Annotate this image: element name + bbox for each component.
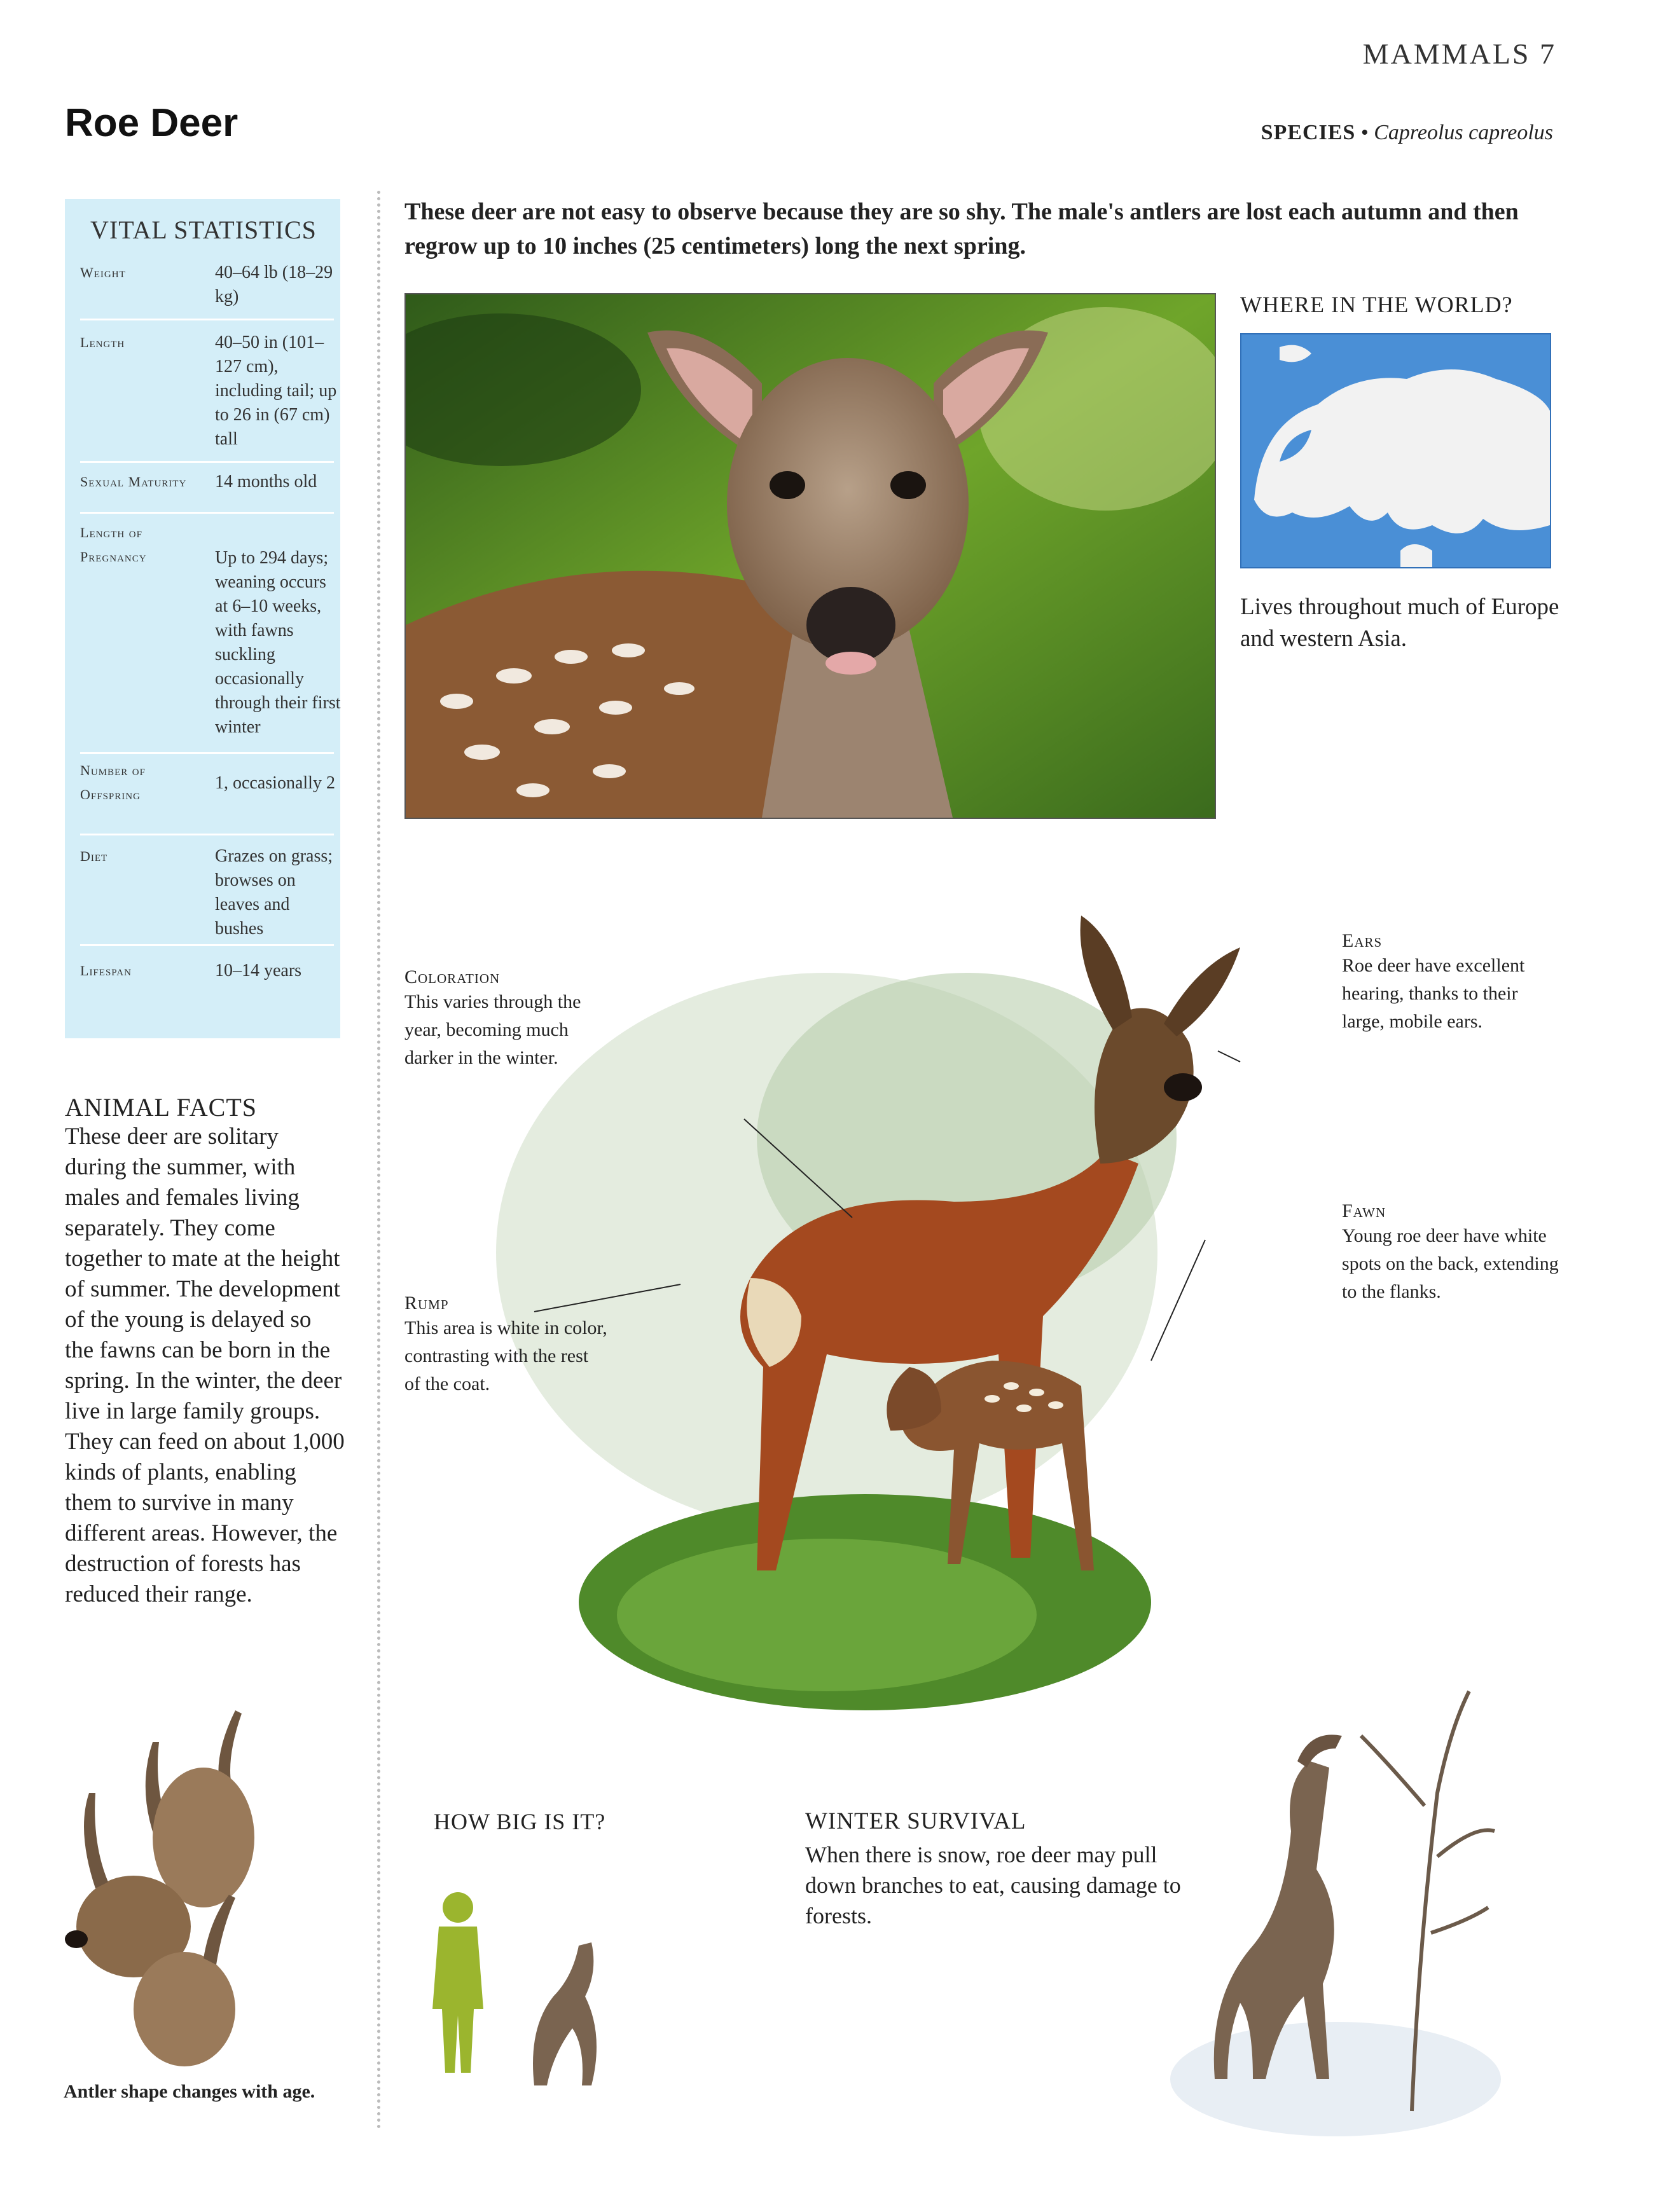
callout-coloration xyxy=(404,966,614,1072)
species-name: Capreolus capreolus xyxy=(1374,121,1553,144)
vital-value: Up to 294 days; weaning occurs at 6–10 weeks, with fawns suckling occasionally through their first winter xyxy=(215,548,341,737)
callout-rump xyxy=(404,1293,608,1398)
vital-label: Weight xyxy=(80,264,126,280)
callout-fawn xyxy=(1342,1200,1565,1306)
deer-photo xyxy=(404,293,1216,819)
where-in-world-title: WHERE IN THE WORLD? xyxy=(1240,292,1513,317)
vital-value: 1, occasionally 2 xyxy=(215,773,335,793)
vital-separator xyxy=(80,752,334,754)
how-big-title: HOW BIG IS IT? xyxy=(434,1809,606,1834)
callout-text: This varies through the year, becoming much darker in the winter. xyxy=(404,991,581,1068)
antler-caption: Antler shape changes with age. xyxy=(64,2081,315,2102)
callout-title: Fawn xyxy=(1342,1200,1386,1221)
callout-title: Rump xyxy=(404,1293,449,1314)
species-line xyxy=(1261,121,1553,145)
vital-value: 14 months old xyxy=(215,472,317,491)
vital-label: Lifespan xyxy=(80,963,132,979)
vital-separator xyxy=(80,319,334,320)
column-divider xyxy=(377,191,380,2130)
winter-survival-title: WINTER SURVIVAL xyxy=(805,1808,1026,1834)
vital-value: 40–50 in (101–127 cm), including tail; up to 26 in (67 cm) tall xyxy=(215,333,337,449)
species-label: SPECIES xyxy=(1261,121,1356,144)
vital-label: Diet xyxy=(80,848,108,864)
vital-statistics-box xyxy=(65,199,340,1038)
vital-label: Sexual Maturity xyxy=(80,474,187,490)
callout-text: Young roe deer have white spots on the back, extending to the flanks. xyxy=(1342,1225,1559,1302)
antler-illustration xyxy=(57,1704,280,2073)
range-map xyxy=(1240,333,1551,568)
deer-photo-image xyxy=(406,294,1215,818)
vital-statistics-title: VITAL STATISTICS xyxy=(90,216,317,244)
callout-title: Ears xyxy=(1342,930,1383,951)
winter-deer-image xyxy=(1170,1666,1507,2143)
page-header: MAMMALS 7 xyxy=(1362,38,1556,70)
vital-label: Length of Pregnancy xyxy=(80,525,147,565)
size-comparison-image xyxy=(420,1882,623,2111)
vital-value: 10–14 years xyxy=(215,961,302,980)
animal-facts-title: ANIMAL FACTS xyxy=(65,1093,258,1122)
animal-facts-text: These deer are solitary during the summer, with males and females living separately. They come together to mate at the height of summer. The development of the young is delayed so the fawns can be born in the spring. In the winter, the deer live in large family groups. They can feed on about 1,000 kinds of plants, enabling them to survive in many different areas. However, the destruction of forests has reduced their range. xyxy=(65,1123,345,1607)
antler-heads-image xyxy=(57,1704,280,2073)
callout-text: This area is white in color, contrasting with the rest of the coat. xyxy=(404,1317,607,1394)
vital-separator xyxy=(80,461,334,463)
winter-survival-text: When there is snow, roe deer may pull down branches to eat, causing damage to forests. xyxy=(805,1842,1181,1928)
vital-separator xyxy=(80,834,334,835)
size-comparison xyxy=(420,1882,623,2111)
page-title: Roe Deer xyxy=(65,101,238,145)
vital-label: Number of Offspring xyxy=(80,762,146,802)
winter-illustration xyxy=(1170,1666,1507,2143)
eurasia-map-image xyxy=(1241,334,1550,567)
species-separator: • xyxy=(1360,121,1369,144)
vital-separator xyxy=(80,512,334,514)
callout-text: Roe deer have excellent hearing, thanks to their large, mobile ears. xyxy=(1342,955,1525,1032)
vital-separator xyxy=(80,944,334,946)
vital-label: Length xyxy=(80,334,125,350)
callout-ears xyxy=(1342,930,1565,1036)
human-silhouette-icon xyxy=(432,1892,483,2073)
intro-text: These deer are not easy to observe because they are so shy. The male's antlers are lost each autumn and then regrow up to 10 inches (25 centimeters) long the next spring. xyxy=(404,198,1519,259)
where-in-world-text: Lives throughout much of Europe and western Asia. xyxy=(1240,594,1559,652)
vital-value: 40–64 lb (18–29 kg) xyxy=(215,263,333,306)
callout-title: Coloration xyxy=(404,966,501,987)
vital-value: Grazes on grass; browses on leaves and bushes xyxy=(215,846,333,938)
